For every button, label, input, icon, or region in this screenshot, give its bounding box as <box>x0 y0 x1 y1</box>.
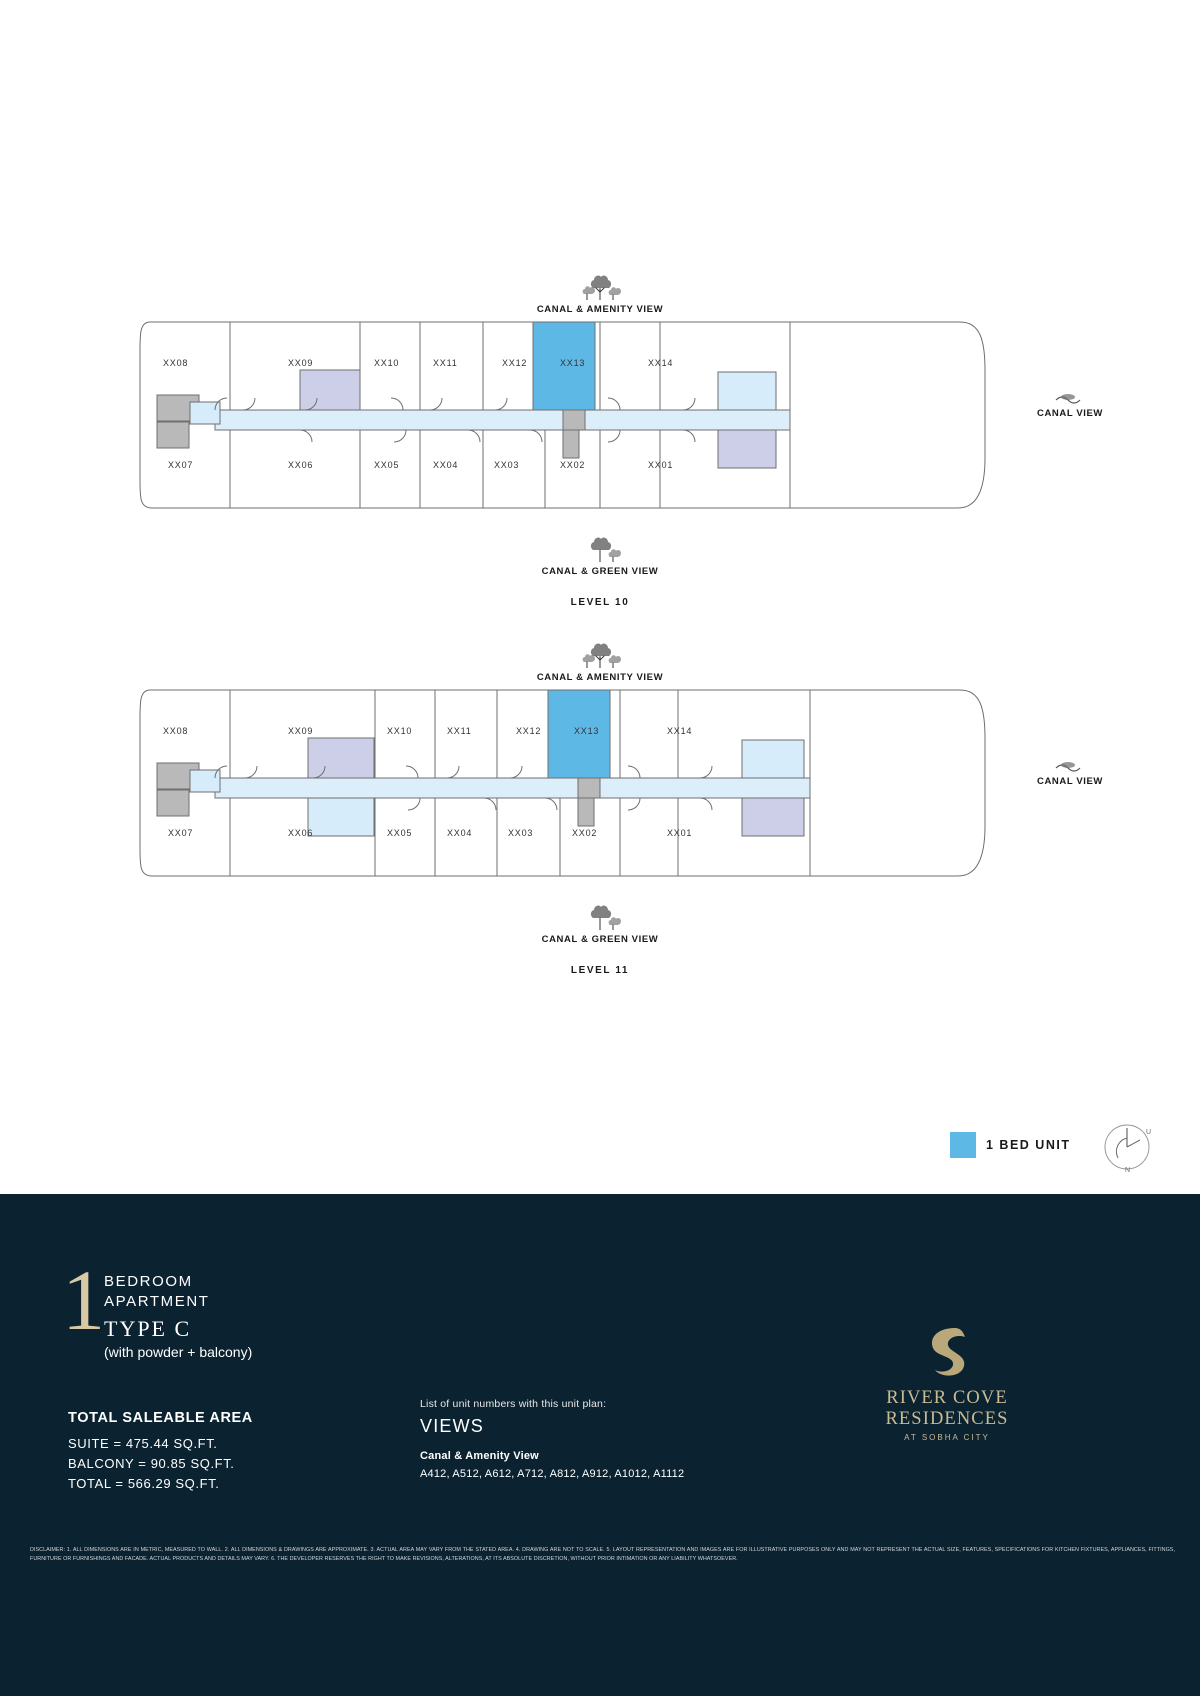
brand-subtitle: AT SOBHA CITY <box>904 1433 990 1442</box>
unit-label: XX05 <box>374 460 400 470</box>
unit-label: XX07 <box>168 828 194 838</box>
unit-label: XX04 <box>433 460 459 470</box>
bedroom-line-2: APARTMENT <box>104 1293 210 1311</box>
unit-label: XX06 <box>288 828 314 838</box>
footer-panel <box>0 1194 1200 1696</box>
unit-label: XX03 <box>494 460 520 470</box>
compass-svg <box>1098 1118 1156 1176</box>
top-view-label-group <box>0 638 1200 683</box>
svg-text:U: U <box>1146 1129 1152 1136</box>
unit-label: XX05 <box>387 828 413 838</box>
legend-label: 1 BED UNIT <box>986 1138 1071 1152</box>
unit-label: XX12 <box>502 358 528 368</box>
area-breakdown <box>68 1434 235 1494</box>
unit-list-note: List of unit numbers with this unit plan: <box>420 1398 607 1410</box>
area-balcony: BALCONY = 90.85 SQ.FT. <box>68 1456 235 1472</box>
legend-1-bed-unit <box>950 1132 1070 1158</box>
unit-label: XX09 <box>288 358 314 368</box>
unit-label: XX12 <box>516 726 542 736</box>
bottom-view-label-group <box>0 900 1200 976</box>
unit-type-note: (with powder + balcony) <box>104 1344 253 1360</box>
unit-label: XX03 <box>508 828 534 838</box>
compass-icon <box>1098 1118 1156 1176</box>
view-label-canal: CANAL VIEW <box>1037 408 1103 419</box>
unit-label: XX14 <box>648 358 674 368</box>
unit-label: XX13 <box>574 726 600 736</box>
view-unit-numbers: A412, A512, A612, A712, A812, A912, A1012, A1112 <box>420 1468 685 1480</box>
unit-label: XX01 <box>648 460 674 470</box>
tree-icon <box>573 532 627 564</box>
svg-text:N: N <box>1125 1167 1131 1174</box>
brand-logo-block <box>832 1322 1062 1442</box>
views-title: VIEWS <box>420 1416 485 1436</box>
unit-label: XX04 <box>447 828 473 838</box>
brand-name: RIVER COVE RESIDENCES <box>885 1388 1009 1429</box>
right-view-label-group <box>985 758 1155 787</box>
disclaimer-text: DISCLAIMER: 1. ALL DIMENSIONS ARE IN METRIC, MEASURED TO WALL. 2. ALL DIMENSIONS & DRAWINGS ARE APPROXIMATE. 3. ACTUAL AREA MAY VARY FROM THE STATED AREA. 4. DRAWING ARE NOT TO SCALE. 5. LAYOUT REPRESENTATION AND IMAGES ARE FOR ILLUSTRATIVE PURPOSES ONLY AND MAY NOT REPRESENT THE ACTUAL SIZE, FEATURES, SPECIFICATIONS FOR KITCHEN FIXTURES, APPLIANCES, FITTINGS, FURNITURE OR FURNISHINGS AND FACADE. ACTUAL PRODUCTS AND DETAILS MAY VARY. 6. THE DEVELOPER RESERVES THE RIGHT TO MAKE REVISIONS, ALTERATIONS, AT ITS ABSOLUTE DISCRETION, WITHOUT PRIOR INTIMATION OR ANY LIABILITY WHATSOEVER. <box>30 1547 1175 1563</box>
floorplate-drawing-level-10 <box>0 310 1200 530</box>
view-label-canal: CANAL VIEW <box>1037 776 1103 787</box>
view-label-canal-amenity: CANAL & AMENITY VIEW <box>536 672 664 683</box>
unit-label: XX07 <box>168 460 194 470</box>
top-view-label-group <box>0 270 1200 315</box>
unit-label: XX09 <box>288 726 314 736</box>
area-total: TOTAL = 566.29 SQ.FT. <box>68 1476 220 1492</box>
unit-label: XX02 <box>560 460 586 470</box>
tree-icon <box>573 270 627 302</box>
view-label-canal-amenity: CANAL & AMENITY VIEW <box>536 304 664 315</box>
apartment-type-heading <box>104 1272 210 1313</box>
floorplate-drawing-level-11 <box>0 678 1200 898</box>
view-label-canal-green: CANAL & GREEN VIEW <box>541 566 659 577</box>
unit-label: XX10 <box>374 358 400 368</box>
tree-icon <box>573 900 627 932</box>
total-saleable-area-title: TOTAL SALEABLE AREA <box>68 1410 253 1426</box>
unit-label: XX13 <box>560 358 586 368</box>
unit-label: XX01 <box>667 828 693 838</box>
sobha-logo-icon <box>919 1322 975 1382</box>
unit-label: XX10 <box>387 726 413 736</box>
bottom-view-label-group <box>0 532 1200 608</box>
level-label: LEVEL 10 <box>570 597 630 608</box>
level-label: LEVEL 11 <box>570 965 630 976</box>
tree-icon <box>573 638 627 670</box>
view-category-label: Canal & Amenity View <box>420 1450 539 1462</box>
canal-icon <box>1052 390 1088 406</box>
unit-type: TYPE C <box>104 1316 192 1341</box>
right-view-label-group <box>985 390 1155 419</box>
unit-label: XX02 <box>572 828 598 838</box>
canal-icon <box>1052 758 1088 774</box>
unit-label: XX08 <box>163 358 189 368</box>
unit-label: XX06 <box>288 460 314 470</box>
legend-swatch <box>950 1132 976 1158</box>
unit-label: XX11 <box>433 358 458 368</box>
bedroom-count: 1 <box>62 1252 105 1348</box>
area-suite: SUITE = 475.44 SQ.FT. <box>68 1436 218 1451</box>
view-label-canal-green: CANAL & GREEN VIEW <box>541 934 659 945</box>
floorplate-svg <box>0 678 1200 898</box>
bedroom-line-1: BEDROOM <box>104 1273 193 1290</box>
floorplate-svg <box>0 310 1200 530</box>
unit-label: XX14 <box>667 726 693 736</box>
unit-label: XX11 <box>447 726 472 736</box>
unit-label: XX08 <box>163 726 189 736</box>
